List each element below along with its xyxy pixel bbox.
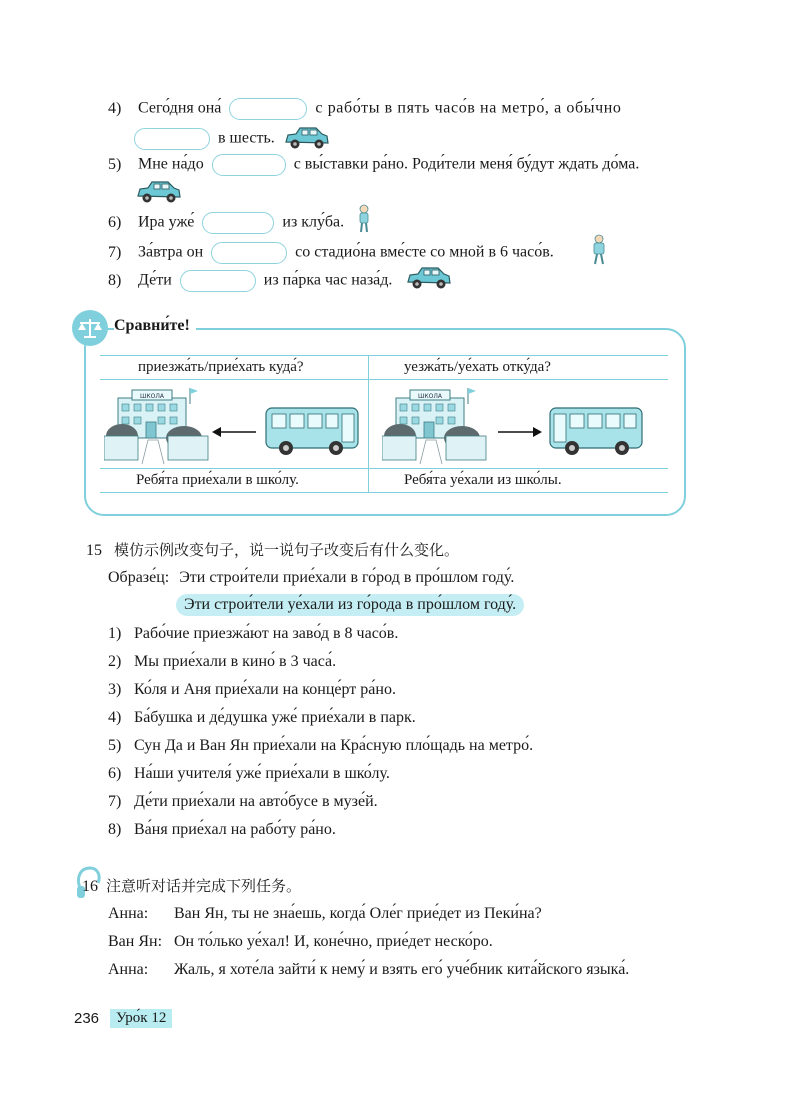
right-header: уезжа́ть/уе́хать отку́да? <box>404 359 551 375</box>
table-divider <box>100 379 668 380</box>
compare-title: Сравни́те! <box>114 317 196 335</box>
answer-blank[interactable] <box>180 270 256 292</box>
list-item: 4) Ба́бушка и де́душка уже́ прие́хали в парк. <box>108 709 416 726</box>
list-item: 8) Де́ти из па́рка час наза́д. <box>108 270 392 292</box>
sample-answer: Эти строи́тели уе́хали из го́рода в про́шлом году́. <box>176 594 524 616</box>
list-item: 8) Ва́ня прие́хал на рабо́ту ра́но. <box>108 821 336 838</box>
page-number: 236 <box>74 1010 100 1027</box>
dialog-line: Ван Ян: Он то́лько уе́хал! И, коне́чно, прие́дет неско́ро. <box>108 933 493 950</box>
table-divider <box>100 492 668 493</box>
answer-blank[interactable] <box>229 98 307 120</box>
exercise-15-header: 15 模仿示例改变句子，说一说句子改变后有什么变化。 <box>86 541 460 559</box>
answer-blank[interactable] <box>211 242 287 264</box>
dialog-line: Анна: Ван Ян, ты не зна́ешь, когда́ Оле́г прие́дет из Пеки́на? <box>108 905 542 922</box>
compare-icon <box>70 308 110 348</box>
answer-blank[interactable] <box>202 212 274 234</box>
exercise-16-header: 16 注意听对话并完成下列任务。 <box>82 877 302 895</box>
list-item-continuation: в шесть. <box>134 128 275 150</box>
bus-illustration <box>546 402 646 458</box>
school-sign: ШКОЛА <box>417 393 443 400</box>
table-divider <box>368 355 369 492</box>
bus-illustration <box>262 402 362 458</box>
walking-person-icon <box>356 204 372 234</box>
lesson-tab: Уро́к 12 <box>110 1009 172 1028</box>
sample-line: Образе́ц: Эти строи́тели прие́хали в го́род в про́шлом году́. <box>108 569 515 586</box>
dialog-line: Анна: Жаль, я хоте́ла зайти́ к нему́ и взять его́ уче́бник кита́йского языка́. <box>108 961 630 978</box>
list-item: 2) Мы прие́хали в кино́ в 3 часа́. <box>108 653 337 670</box>
left-caption: Ребя́та прие́хали в шко́лу. <box>136 472 299 488</box>
arrow-left-icon <box>212 426 258 438</box>
list-item: 3) Ко́ля и Аня прие́хали на конце́рт ра́но. <box>108 681 396 698</box>
list-item: 6) На́ши учителя́ уже́ прие́хали в шко́лу. <box>108 765 390 782</box>
table-divider <box>100 355 668 356</box>
answer-blank[interactable] <box>212 154 286 176</box>
school-sign: ШКОЛА <box>139 393 165 400</box>
list-item: 7) За́втра он со стадио́на вме́сте со мной в 6 часо́в. <box>108 242 554 264</box>
answer-blank[interactable] <box>134 128 210 150</box>
list-item: 6) Ира уже́ из клу́ба. <box>108 212 344 234</box>
arrow-right-icon <box>496 426 542 438</box>
car-icon <box>134 178 182 206</box>
school-illustration <box>104 384 210 466</box>
walking-person-icon <box>590 234 608 266</box>
list-item: 4) Сего́дня она́ с рабо́ты в пять часо́в на метро́, а обы́чно <box>108 98 622 120</box>
school-illustration <box>382 384 488 466</box>
right-caption: Ребя́та уе́хали из шко́лы. <box>404 472 562 488</box>
left-header: приезжа́ть/прие́хать куда́? <box>138 359 304 375</box>
list-item: 5) Мне на́до с вы́ставки ра́но. Роди́тели меня́ бу́дут ждать до́ма. <box>108 154 639 176</box>
list-item: 5) Сун Да и Ван Ян прие́хали на Кра́сную пло́щадь на метро́. <box>108 737 534 754</box>
car-icon <box>404 264 452 292</box>
list-item: 7) Де́ти прие́хали на авто́бусе в музе́й. <box>108 793 378 810</box>
car-icon <box>282 124 330 152</box>
table-divider <box>100 468 668 469</box>
list-item: 1) Рабо́чие приезжа́ют на заво́д в 8 часо́в. <box>108 625 399 642</box>
